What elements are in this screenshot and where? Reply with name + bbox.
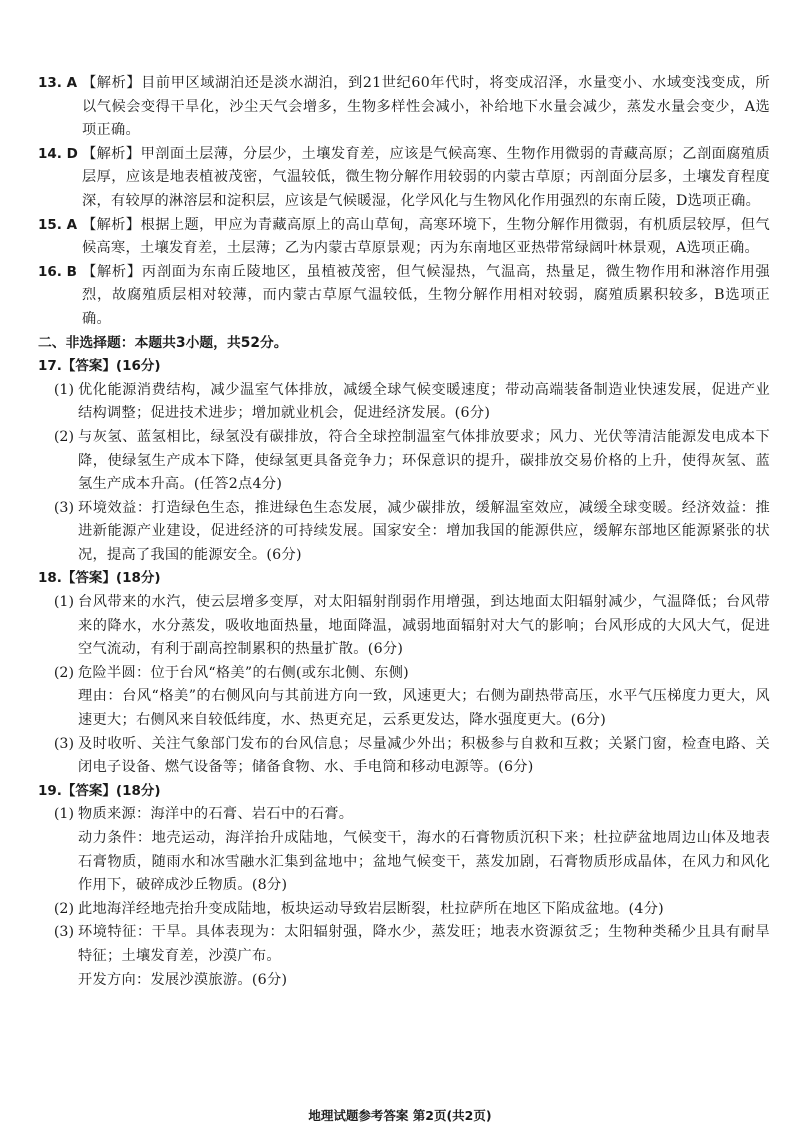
page-footer: 地理试题参考答案 第2页(共2页) <box>308 1108 492 1123</box>
q19-part-3-development: 开发方向：发展沙漠旅游。(6分) <box>78 971 288 988</box>
part-answer: 物质来源：海洋中的石膏、岩石中的石膏。 <box>78 806 354 823</box>
item-number: 15. A <box>38 216 78 233</box>
q18-part-3 <box>38 733 770 780</box>
part-number: (3) <box>53 735 74 752</box>
part-number: (2) <box>53 900 74 917</box>
part-answer: 环境效益：打造绿色生态，推进绿色生态发展，减少碳排放，缓解温室效应，减缓全球变暖。经济效益：推进新能源产业建设，促进经济的可持续发展。国家安全：增加我国的能源供应，缓解东部地区能源紧张的状况，提高了我国的能源安全。(6分) <box>78 499 770 563</box>
part-answer: 环境特征：干旱。具体表现为：太阳辐射强，降水少，蒸发旺；地表水资源贫乏；生物种类稀少且具有耐旱特征；土壤发育差，沙漠广布。 <box>78 924 770 964</box>
answer-item-14 <box>38 143 770 214</box>
item-number: 14. D <box>38 145 78 162</box>
item-explanation: 【解析】甲剖面土层薄，分层少，土壤发育差，应该是气候高寒、生物作用微弱的青藏高原；乙剖面腐殖质层厚，应该是地表植被茂密，气温较低，微生物分解作用较弱的内蒙古草原；丙剖面分层多，土壤发育程度深，有较厚的淋溶层和淀积层，应该是气候暖湿，化学风化与生物风化作用强烈的东南丘陵，D选项正确。 <box>82 145 770 209</box>
item-explanation: 【解析】丙剖面为东南丘陵地区，虽植被茂密，但气候湿热，气温高，热量足，微生物作用和淋溶作用强烈，故腐殖质层相对较薄，而内蒙古草原气温较低，生物分解作用相对较弱，腐殖质累积较多，B选项正确。 <box>82 263 770 327</box>
q18-part-2 <box>38 662 770 686</box>
item-number: 13. A <box>38 75 78 91</box>
part-answer: 危险半圆：位于台风“格美”的右侧(或东北侧、东侧) <box>78 664 410 681</box>
q17-part-2 <box>38 426 770 497</box>
part-number: (3) <box>53 924 74 941</box>
q19-part-3 <box>38 921 770 968</box>
part-answer: 台风带来的水汽，使云层增多变厚，对太阳辐射削弱作用增强，到达地面太阳辐射减少，气温降低；台风带来的降水，水分蒸发，吸收地面热量，地面降温，减弱地面辐射对大气的影响；台风形成的大风大气，促进空气流动，有利于副高控制累积的热量扩散。(6分) <box>78 594 770 658</box>
q17-part-1 <box>38 379 770 426</box>
part-number: (3) <box>53 499 74 516</box>
section-heading: 二、非选择题：本题共3小题，共52分。 <box>38 334 288 351</box>
q18-part-1 <box>38 591 770 662</box>
question-17-heading <box>38 355 770 379</box>
item-number: 16. B <box>38 263 77 280</box>
part-number: (1) <box>53 381 74 398</box>
part-number: (1) <box>53 806 74 823</box>
answer-item-15 <box>38 214 770 261</box>
part-answer: 及时收听、关注气象部门发布的台风信息；尽量减少外出；积极参与自救和互救；关紧门窗，检查电路、关闭电子设备、燃气设备等；储备食物、水、手电筒和移动电源等。(6分) <box>78 735 770 776</box>
part-number: (2) <box>53 428 74 445</box>
answer-item-13 <box>38 72 770 143</box>
q17-part-3 <box>38 497 770 568</box>
part-number: (2) <box>53 664 74 681</box>
answer-content <box>38 72 770 992</box>
question-heading-text: 17.【答案】(16分) <box>38 358 161 375</box>
part-answer: 与灰氢、蓝氢相比，绿氢没有碳排放，符合全球控制温室气体排放要求；风力、光伏等清洁能源发电成本下降，使绿氢生产成本下降，使绿氢更具备竞争力；环保意识的提升，碳排放交易价格的上升，使得灰氢、蓝氢生产成本升高。(任答2点4分) <box>78 428 770 493</box>
item-explanation: 【解析】目前甲区域湖泊还是淡水湖泊，到21世纪60年代时，将变成沼泽，水量变小、水域变浅变成，所以气候会变得干旱化，沙尘天气会增多，生物多样性会减小，补给地下水量会减少，蒸发水量会变少，A选项正确。 <box>82 75 770 139</box>
q19-part-1-dynamics: 动力条件：地壳运动，海洋抬升成陆地，气候变干，海水的石膏物质沉积下来；杜拉萨盆地周边山体及地表石膏物质，随雨水和冰雪融水汇集到盆地中；盆地气候变干，蒸发加剧，石膏物质形成晶体，在风力和风化作用下，破碎成沙丘物质。(8分) <box>78 830 770 894</box>
q19-part-2 <box>38 898 770 922</box>
part-answer: 优化能源消费结构，减少温室气体排放，减缓全球气候变暖速度；带动高端装备制造业快速发展，促进产业结构调整；促进技术进步；增加就业机会，促进经济发展。(6分) <box>78 381 770 422</box>
part-answer: 此地海洋经地壳抬升变成陆地，板块运动导致岩层断裂，杜拉萨所在地区下陷成盆地。(4分) <box>78 900 665 917</box>
question-19-heading <box>38 780 770 804</box>
q18-part-2-reason: 理由：台风“格美”的右侧风向与其前进方向一致，风速更大；右侧为副热带高压，水平气压梯度力更大，风速更大；右侧风来自较低纬度，水、热更充足，云系更发达，降水强度更大。(6分) <box>78 688 770 729</box>
part-number: (1) <box>53 594 74 611</box>
question-heading-text: 18.【答案】(18分) <box>38 570 161 587</box>
answer-item-16 <box>38 261 770 332</box>
question-heading-text: 19.【答案】(18分) <box>38 782 161 799</box>
q19-part-1 <box>38 803 770 827</box>
item-explanation: 【解析】根据上题，甲应为青藏高原上的高山草甸，高寒环境下，生物分解作用微弱，有机质层较厚，但气候高寒，土壤发育差，土层薄；乙为内蒙古草原景观；丙为东南地区亚热带常绿阔叶林景观，A选项正确。 <box>82 216 770 257</box>
question-18-heading <box>38 567 770 591</box>
